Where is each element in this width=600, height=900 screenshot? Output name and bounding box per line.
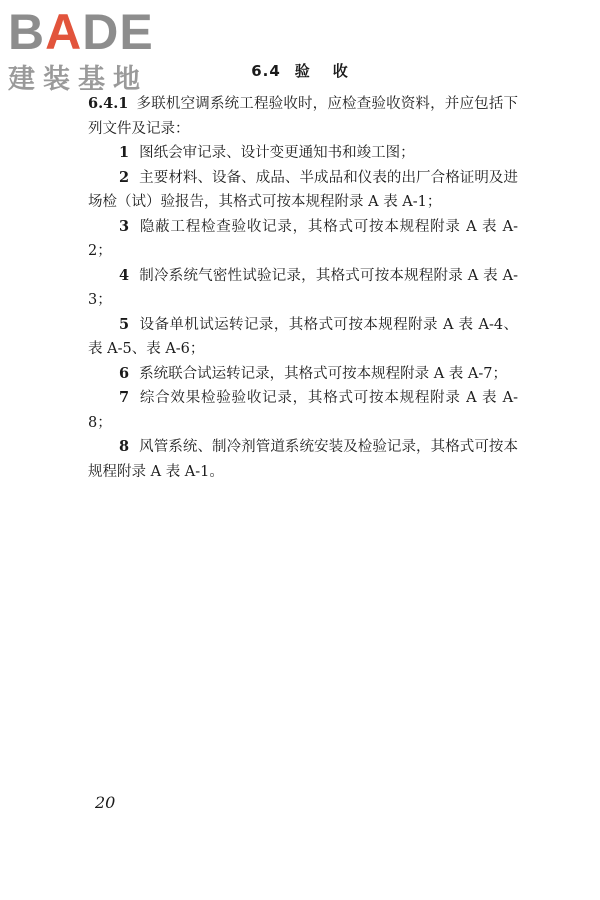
logo-letter-a-accent: A [45, 4, 83, 60]
bade-logo [8, 4, 178, 96]
list-item [88, 166, 518, 215]
list-item-number: 8 [119, 438, 130, 455]
logo-chinese-text: 建装基地 [8, 64, 148, 95]
section-title-char-1: 验 [294, 62, 311, 80]
list-item-number: 1 [119, 144, 130, 161]
list-item-number: 5 [119, 315, 130, 333]
list-item-number: 2 [119, 168, 130, 186]
page-number: 20 [95, 793, 116, 812]
logo-letters-de: DE [82, 4, 154, 60]
list-item-number: 7 [119, 389, 130, 406]
document-body [88, 92, 518, 484]
list-item-text: 综合效果检验验收记录，其格式可按本规程附录 A 表 A-8； [88, 390, 518, 431]
section-heading [0, 60, 600, 81]
logo-letter-b: B [8, 4, 46, 60]
clause-text: 多联机空调系统工程验收时，应检查验收资料，并应包括下列文件及记录： [88, 96, 518, 137]
list-item-number: 3 [119, 217, 130, 235]
list-item [88, 264, 518, 313]
list-item-text: 制冷系统气密性试验记录，其格式可按本规程附录 A 表 A-3； [88, 267, 518, 308]
list-item [88, 313, 518, 362]
section-number: 6.4 [251, 62, 281, 80]
list-item-text: 风管系统、制冷剂管道系统安装及检验记录，其格式可按本规程附录 A 表 A-1。 [88, 439, 518, 480]
logo-wordmark [8, 4, 154, 60]
section-title-char-2: 收 [332, 62, 349, 80]
list-item [88, 215, 518, 264]
list-item-text: 主要材料、设备、成品、半成品和仪表的出厂合格证明及进场检（试）验报告，其格式可按本规程附录 A 表 A-1； [88, 169, 518, 210]
list-item [88, 141, 518, 166]
list-item [88, 362, 518, 387]
list-item [88, 386, 518, 435]
list-item-number: 6 [119, 364, 130, 382]
list-item-text: 设备单机试运转记录，其格式可按本规程附录 A 表 A-4、表 A-5、表 A-6； [88, 316, 518, 357]
list-item-text: 隐蔽工程检查验收记录，其格式可按本规程附录 A 表 A-2； [88, 218, 518, 259]
list-item-text: 图纸会审记录、设计变更通知书和竣工图； [139, 145, 415, 161]
clause-number: 6.4.1 [88, 95, 129, 112]
clause-paragraph [88, 92, 518, 141]
list-item-text: 系统联合试运转记录，其格式可按本规程附录 A 表 A-7； [139, 365, 507, 382]
list-item-number: 4 [119, 266, 130, 284]
list-item [88, 435, 518, 484]
